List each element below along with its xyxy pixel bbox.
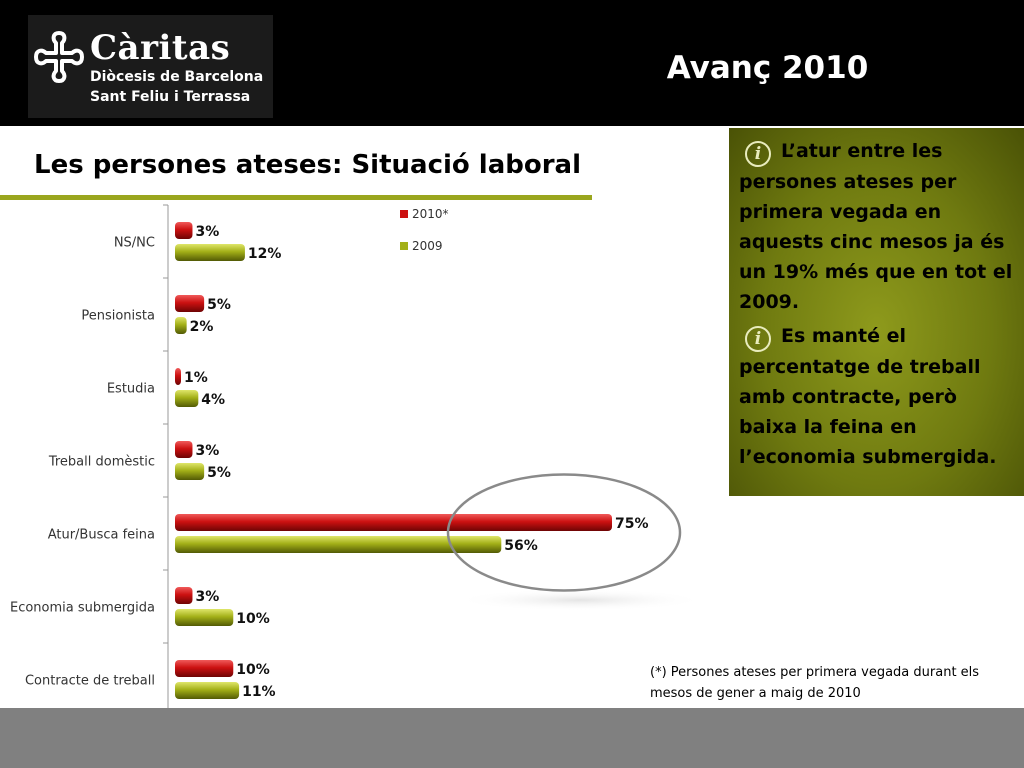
category-label: Economia submergida	[9, 600, 155, 616]
bar	[175, 609, 233, 626]
category-label: Treball domèstic	[48, 454, 155, 470]
data-label: 5%	[207, 465, 231, 481]
data-label: 3%	[195, 224, 220, 240]
category-label: Contracte de treball	[24, 673, 155, 689]
category-label: Pensionista	[81, 308, 155, 324]
legend-label: 2009	[412, 239, 443, 253]
callout-text-2: Es manté el percentatge de treball amb contracte, però baixa la feina en l’economia submergida.	[739, 325, 997, 468]
data-label: 2%	[189, 319, 214, 335]
legend-swatch	[400, 210, 408, 218]
data-label: 12%	[247, 246, 282, 262]
callout-text-1: L’atur entre les persones ateses per primera vegada en aquests cinc mesos ja és un 19% més que en tot el 2009.	[739, 140, 1013, 313]
bar	[175, 441, 192, 458]
category-label: NS/NC	[113, 235, 155, 251]
data-label: 5%	[207, 297, 231, 313]
data-label: 10%	[236, 611, 270, 627]
bar	[175, 317, 187, 334]
callout-box	[729, 128, 1024, 496]
info-icon: i	[745, 326, 771, 352]
section-title: Les persones ateses: Situació laboral	[34, 150, 582, 180]
highlight-ellipse	[448, 475, 680, 591]
data-label: 10%	[236, 662, 270, 678]
bar	[175, 244, 245, 261]
callout-point-2	[739, 321, 1014, 472]
highlight-shadow	[455, 589, 705, 611]
slide-title: Avanç 2010	[666, 50, 869, 86]
legend-label: 2010*	[412, 207, 449, 221]
logo-subtitle-1: Diòcesis de Barcelona	[90, 69, 264, 85]
bottom-bar	[0, 708, 1024, 768]
caritas-logo	[28, 15, 273, 118]
footnote: (*) Persones ateses per primera vegada durant els mesos de gener a maig de 2010	[650, 665, 980, 701]
caritas-cross-icon	[32, 29, 86, 85]
bar	[175, 463, 204, 480]
data-label: 1%	[184, 370, 208, 386]
data-label: 3%	[195, 443, 220, 459]
category-label: Atur/Busca feina	[47, 527, 155, 543]
bar	[175, 682, 239, 699]
header-bar	[0, 0, 1024, 126]
bar	[175, 368, 181, 385]
bar	[175, 222, 192, 239]
data-label: 11%	[242, 684, 276, 700]
data-label: 3%	[195, 589, 220, 605]
bar	[175, 660, 233, 677]
data-label: 4%	[201, 392, 226, 408]
logo-subtitle-2: Sant Feliu i Terrassa	[90, 89, 251, 105]
info-icon: i	[745, 141, 771, 167]
bar	[175, 295, 204, 312]
legend-swatch	[400, 242, 408, 250]
category-label: Estudia	[106, 381, 155, 397]
employment-bar-chart	[0, 200, 720, 710]
logo-name: Càritas	[90, 28, 231, 68]
callout-point-1	[739, 136, 1014, 317]
data-label: 75%	[615, 516, 649, 532]
bar	[175, 390, 198, 407]
data-label: 56%	[504, 538, 538, 554]
bar	[175, 587, 192, 604]
bar	[175, 514, 612, 531]
